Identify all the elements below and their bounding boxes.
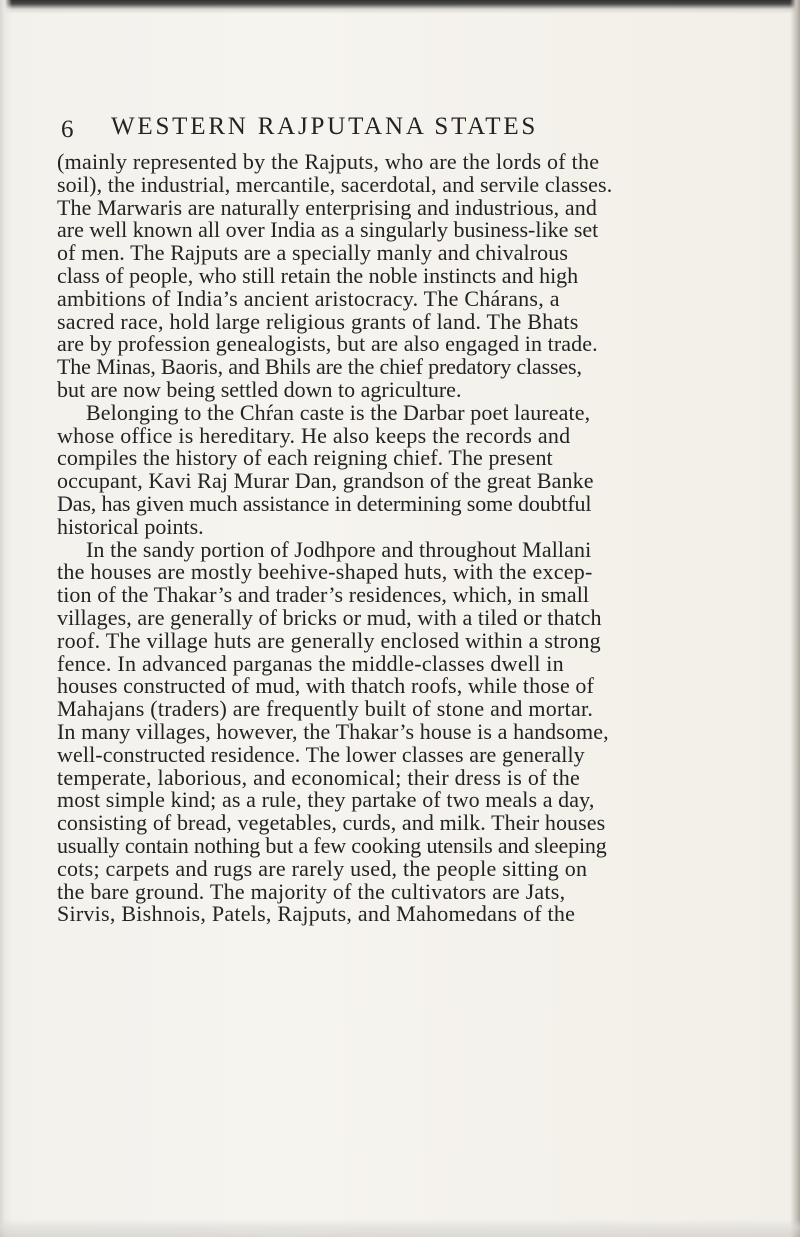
text-line: well-constructed residence. The lower classes are generally (57, 741, 585, 767)
text-line: tion of the Thakar’s and trader’s residences, which, in small (57, 582, 590, 608)
text-line: usually contain nothing but a few cooking utensils and sleeping (57, 832, 607, 858)
text-line: In many villages, however, the Thakar’s house is a handsome, (57, 718, 609, 744)
text-line: are by profession genealogists, but are also engaged in trade. (57, 331, 598, 357)
text-line: houses constructed of mud, with thatch roofs, while those of (57, 673, 594, 699)
top-scan-shadow (0, 0, 800, 14)
text-line: consisting of bread, vegetables, curds, and milk. Their houses (57, 810, 606, 836)
text-line: occupant, Kavi Raj Murar Dan, grandson of the great Banke (57, 468, 594, 494)
right-page-edge (790, 0, 800, 1237)
text-line: historical points. (57, 513, 204, 539)
text-line: class of people, who still retain the noble instincts and high (57, 262, 579, 288)
text-line: compiles the history of each reigning chief. The present (57, 445, 553, 471)
text-line: soil), the industrial, mercantile, sacerdotal, and servile classes. (57, 171, 613, 197)
page-number: 6 (61, 116, 74, 143)
text-line: cots; carpets and rugs are rarely used, the people sitting on (57, 855, 588, 881)
left-binding-shadow (0, 0, 12, 1237)
text-line: Mahajans (traders) are frequently built of stone and mortar. (57, 696, 594, 722)
running-head: WESTERN RAJPUTANA STATES (111, 113, 539, 140)
page-header (61, 106, 681, 146)
text-line: roof. The village huts are generally enclosed within a strong (57, 627, 601, 653)
text-line: are well known all over India as a singularly business-like set (57, 217, 599, 243)
text-line: of men. The Rajputs are a specially manly and chivalrous (57, 240, 569, 266)
paragraph-first-line: In the sandy portion of Jodhpore and throughout Mallani (86, 536, 592, 562)
text-line: The Marwaris are naturally enterprising and industrious, and (57, 194, 597, 220)
text-line: whose office is hereditary. He also keeps the records and (57, 422, 571, 448)
body-text (57, 151, 771, 926)
text-line: The Minas, Baoris, and Bhils are the chief predatory classes, (57, 354, 582, 380)
text-line: sacred race, hold large religious grants of land. The Bhats (57, 308, 579, 334)
text-line: but are now being settled down to agriculture. (57, 376, 462, 402)
text-line: villages, are generally of bricks or mud, with a tiled or thatch (57, 604, 602, 630)
text-line: the bare ground. The majority of the cultivators are Jats, (57, 878, 566, 904)
text-line: (mainly represented by the Rajputs, who are the lords of the (57, 149, 600, 174)
text-line: most simple kind; as a rule, they partake of two meals a day, (57, 787, 595, 813)
text-line: temperate, laborious, and economical; their dress is of the (57, 764, 581, 790)
text-line: Sirvis, Bishnois, Patels, Rajputs, and Mahomedans of the (57, 901, 576, 927)
text-line: Das, has given much assistance in determining some doubtful (57, 490, 592, 516)
text-line: the houses are mostly beehive-shaped huts, with the excep- (57, 559, 593, 585)
text-line: fence. In advanced parganas the middle-classes dwell in (57, 650, 564, 676)
paragraph-first-line: Belonging to the Chŕan caste is the Darbar poet laureate, (86, 399, 591, 425)
bottom-scan-shadow (0, 1219, 800, 1237)
text-line: ambitions of India’s ancient aristocracy. The Chárans, a (57, 285, 560, 311)
